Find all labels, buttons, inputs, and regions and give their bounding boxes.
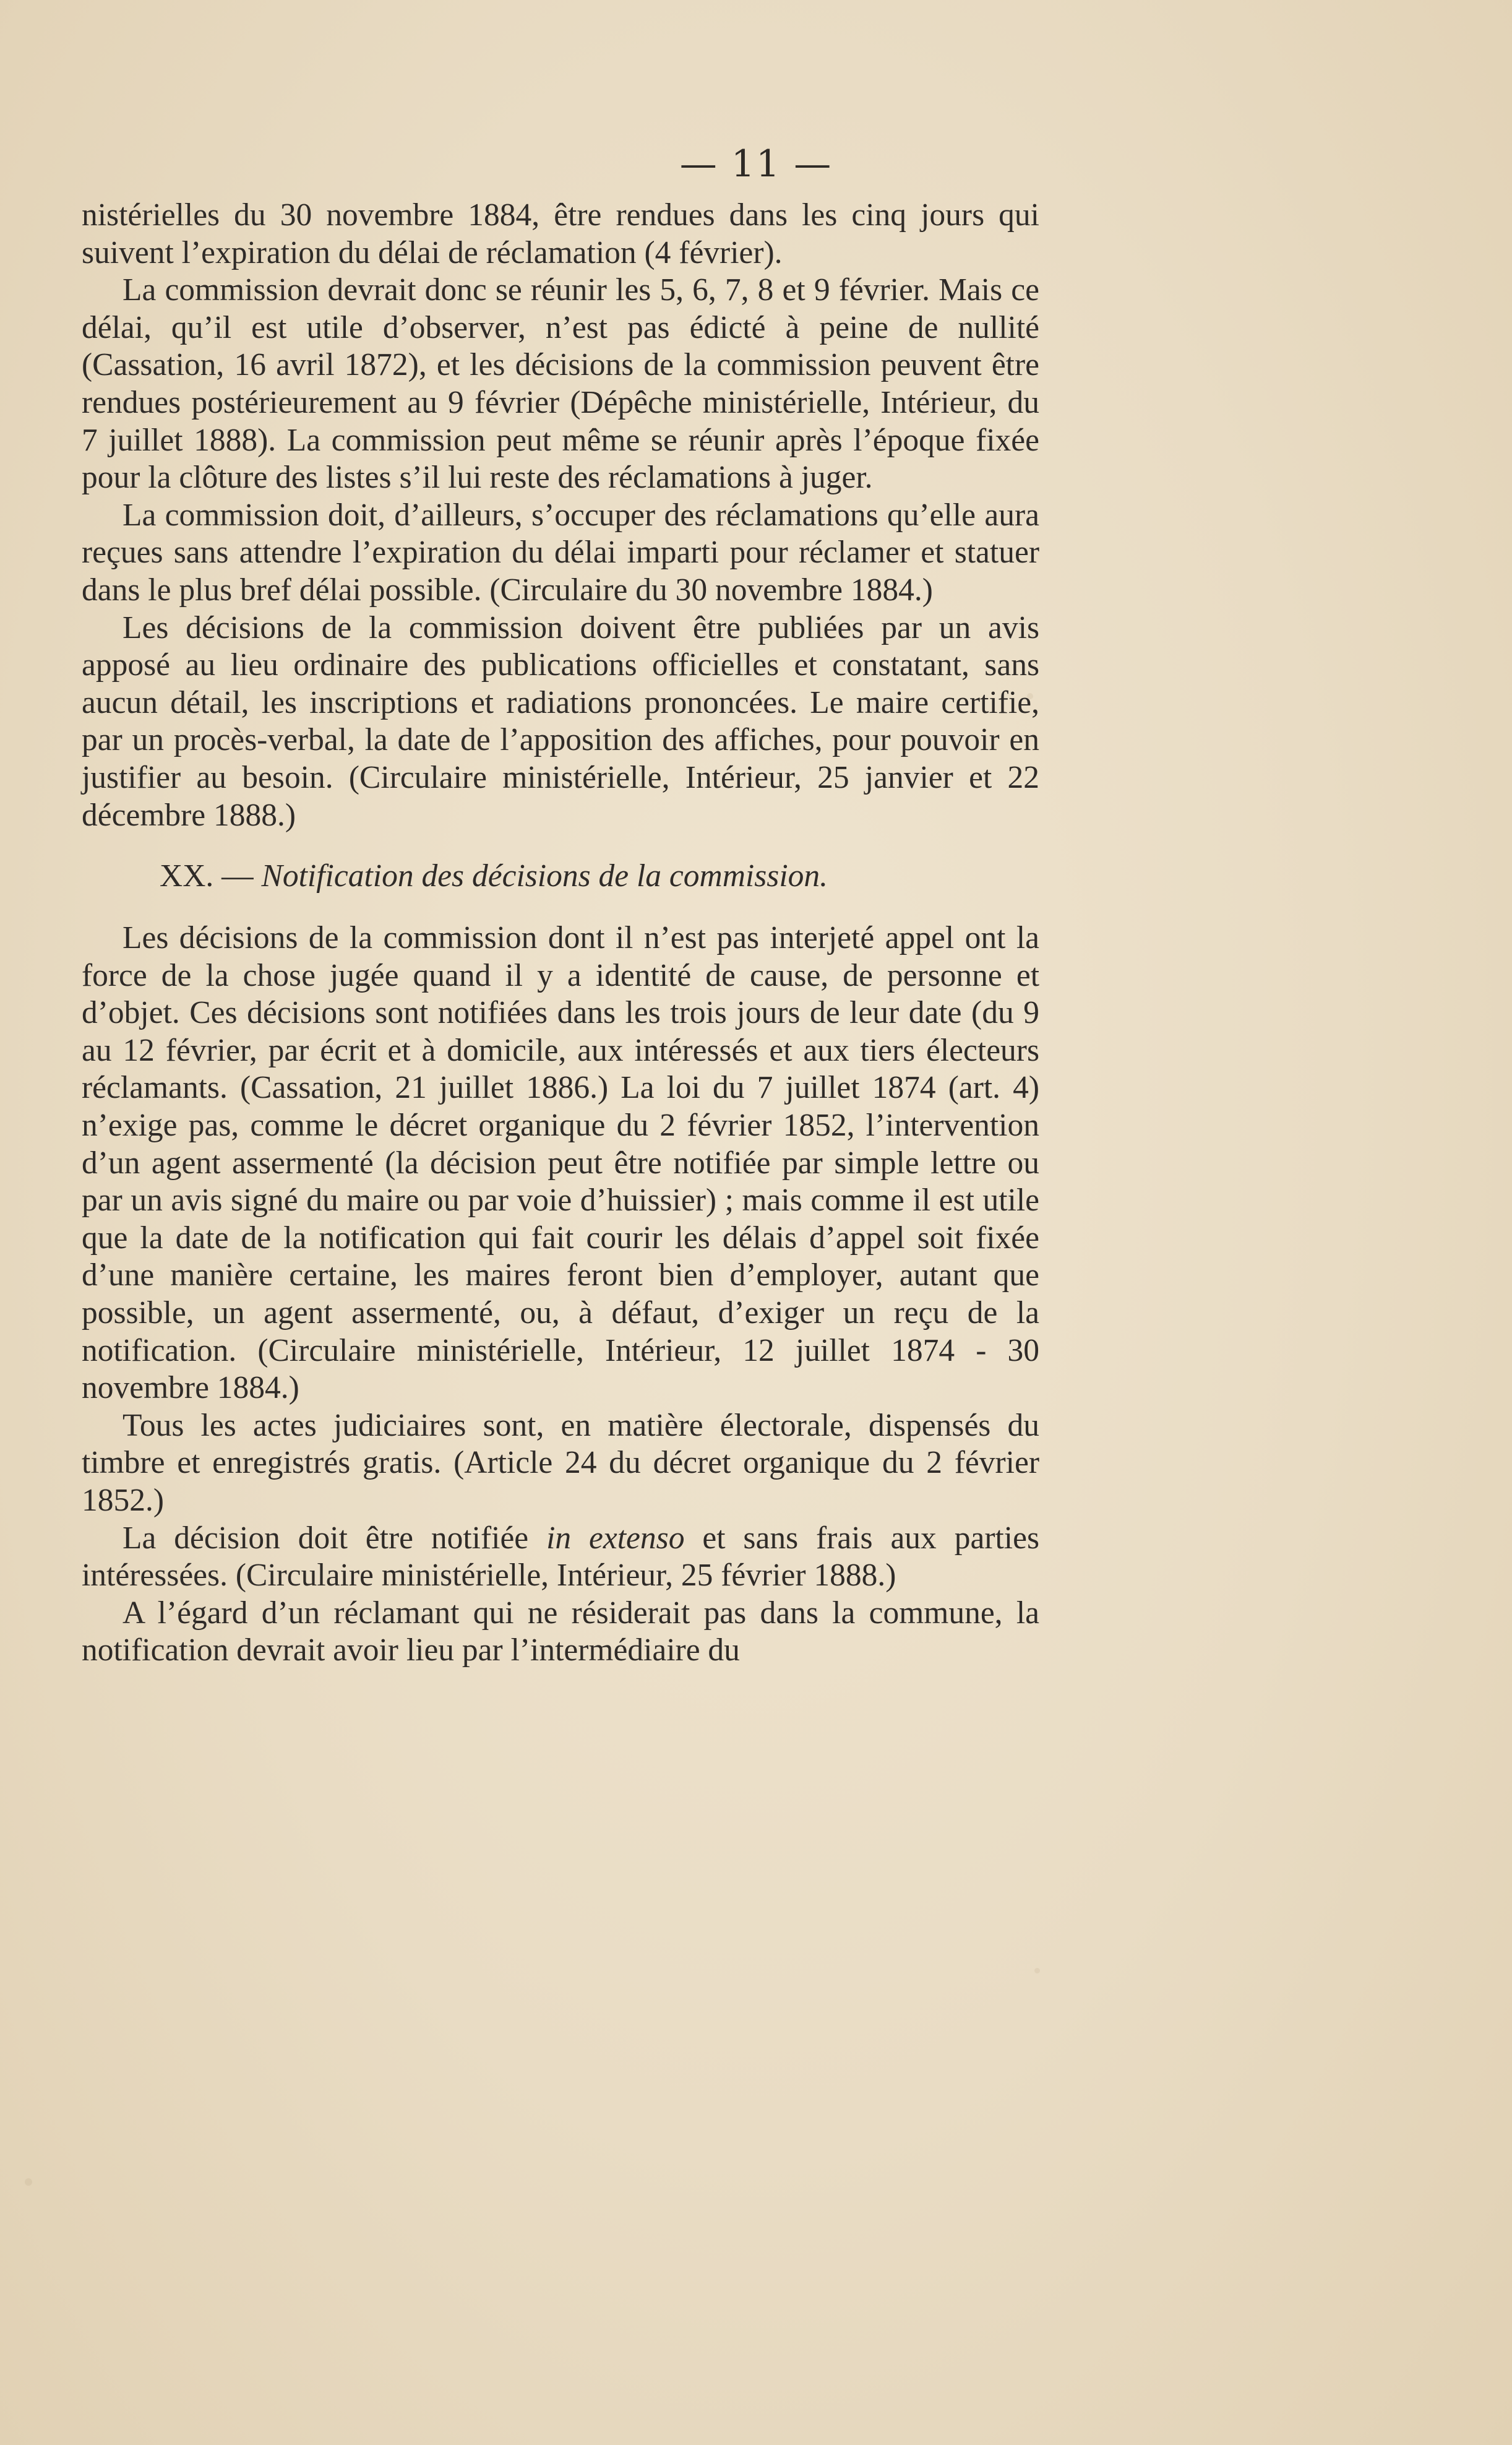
body-text [82,197,1039,1670]
paper-stain [1034,1968,1040,1973]
section-number: XX. — [160,858,254,894]
italic-phrase: in extenso [546,1520,685,1556]
paragraph-text: et sans frais aux parties intéressées. (Circulaire ministérielle, Intérieur, 25 février 1888.) [82,1520,1039,1593]
paragraph: Les décisions de la commission dont il n’est pas interjeté appel ont la force de la chose jugée quand il y a identité de cause, de personne et d’objet. Ces décisions sont notifiées dans les trois jours de leur date (du 9 au 12 février, par écrit et à domicile, aux intéressés et aux tiers électeurs réclamants. (Cassation, 21 juillet 1886.) La loi du 7 juillet 1874 (art. 4) n’exige pas, comme le décret organique du 2 février 1852, l’intervention d’un agent assermenté (la décision peut être notifiée par simple lettre ou par un avis signé du maire ou par voie d’huissier) ; mais comme il est utile que la date de la notification qui fait courir les délais d’appel soit fixée d’une manière certaine, les maires feront bien d’employer, autant que possible, un agent assermenté, ou, à défaut, d’exiger un reçu de la notification. (Circulaire ministérielle, Intérieur, 12 juillet 1874 - 30 novembre 1884.) [82,920,1039,1406]
paragraph: A l’égard d’un réclamant qui ne résiderait pas dans la commune, la notification devrait avoir lieu par l’intermédiaire du [82,1595,1039,1668]
section-heading [82,858,1039,895]
paragraph-text: La décision doit être notifiée [122,1520,547,1556]
paragraph-continuation: nistérielles du 30 novembre 1884, être rendues dans les cinq jours qui suivent l’expiration du délai de réclamation (4 février). [82,197,1039,270]
paragraph [82,1520,1039,1595]
paragraph: Tous les actes judiciaires sont, en matière électorale, dispensés du timbre et enregistrés gratis. (Article 24 du décret organique du 2 février 1852.) [82,1407,1039,1518]
paragraph: La commission devrait donc se réunir les 5, 6, 7, 8 et 9 février. Mais ce délai, qu’il est utile d’observer, n’est pas édicté à peine de nullité (Cassation, 16 avril 1872), et les décisions de la commission peuvent être rendues postérieurement au 9 février (Dépêche ministérielle, Intérieur, du 7 juillet 1888). La commission peut même se réunir après l’époque fixée pour la clôture des listes s’il lui reste des réclamations à juger. [82,272,1039,496]
paper-stain [25,2178,32,2186]
paragraph: Les décisions de la commission doivent être publiées par un avis apposé au lieu ordinaire des publications officielles et constatant, sans aucun détail, les inscriptions et radiations prononcées. Le maire certifie, par un procès-verbal, la date de l’apposition des affiches, pour pouvoir en justifier au besoin. (Circulaire ministérielle, Intérieur, 25 janvier et 22 décembre 1888.) [82,610,1039,833]
page-number: — 11 — [679,142,833,186]
paragraph: La commission doit, d’ailleurs, s’occuper des réclamations qu’elle aura reçues sans attendre l’expiration du délai imparti pour réclamer et statuer dans le plus bref délai possible. (Circulaire du 30 novembre 1884.) [82,497,1039,608]
section-title: Notification des décisions de la commission. [261,858,828,894]
